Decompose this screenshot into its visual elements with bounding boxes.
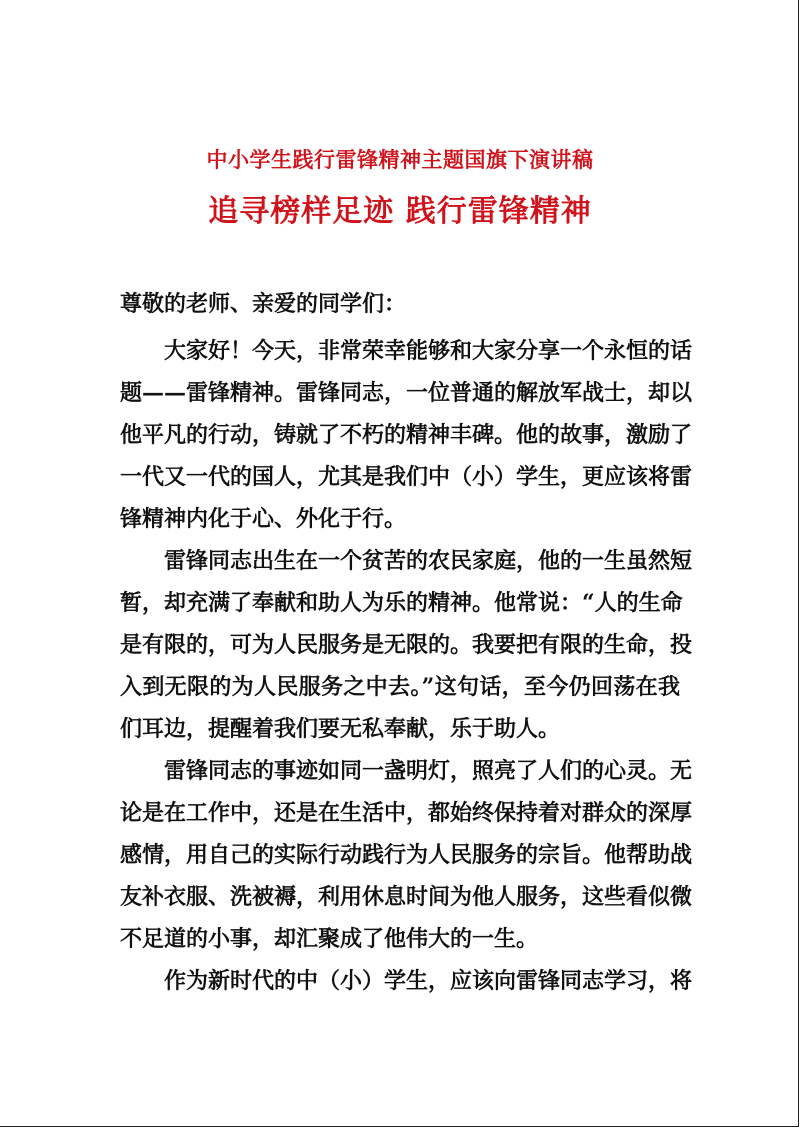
body-line: 们耳边，提醒着我们要无私奉献，乐于助人。 bbox=[120, 716, 561, 742]
body-line: 锋精神内化于心、外化于行。 bbox=[120, 506, 407, 532]
body-line: 雷锋同志出生在一个贫苦的农民家庭，他的一生虽然短 bbox=[164, 548, 693, 574]
body-line: 入到无限的为人民服务之中去。”这句话，至今仍回荡在我 bbox=[120, 674, 680, 700]
body-line: 论是在工作中，还是在生活中，都始终保持着对群众的深厚 bbox=[120, 800, 693, 826]
document-title: 追寻榜样足迹 践行雷锋精神 bbox=[208, 194, 592, 229]
salutation: 尊敬的老师、亲爱的同学们： bbox=[120, 291, 407, 317]
body-line: 友补衣服、洗被褥，利用休息时间为他人服务，这些看似微 bbox=[120, 884, 693, 910]
body-line: 作为新时代的中（小）学生，应该向雷锋同志学习，将 bbox=[164, 968, 693, 994]
document-subtitle: 中小学生践行雷锋精神主题国旗下演讲稿 bbox=[206, 147, 594, 172]
body-line: 暂，却充满了奉献和助人为乐的精神。他常说：“人的生命 bbox=[120, 590, 683, 616]
body-line: 他平凡的行动，铸就了不朽的精神丰碑。他的故事，激励了 bbox=[120, 422, 693, 448]
body-line: 题——雷锋精神。雷锋同志，一位普通的解放军战士，却以 bbox=[120, 380, 693, 406]
body-line: 不足道的小事，却汇聚成了他伟大的一生。 bbox=[120, 926, 539, 952]
body-line: 雷锋同志的事迹如同一盏明灯，照亮了人们的心灵。无 bbox=[164, 758, 693, 784]
body-line: 感情，用自己的实际行动践行为人民服务的宗旨。他帮助战 bbox=[120, 842, 693, 868]
body-line: 大家好！今天，非常荣幸能够和大家分享一个永恒的话 bbox=[164, 338, 693, 364]
body-line: 一代又一代的国人，尤其是我们中（小）学生，更应该将雷 bbox=[120, 464, 693, 490]
body-line: 是有限的，可为人民服务是无限的。我要把有限的生命，投 bbox=[120, 632, 693, 658]
